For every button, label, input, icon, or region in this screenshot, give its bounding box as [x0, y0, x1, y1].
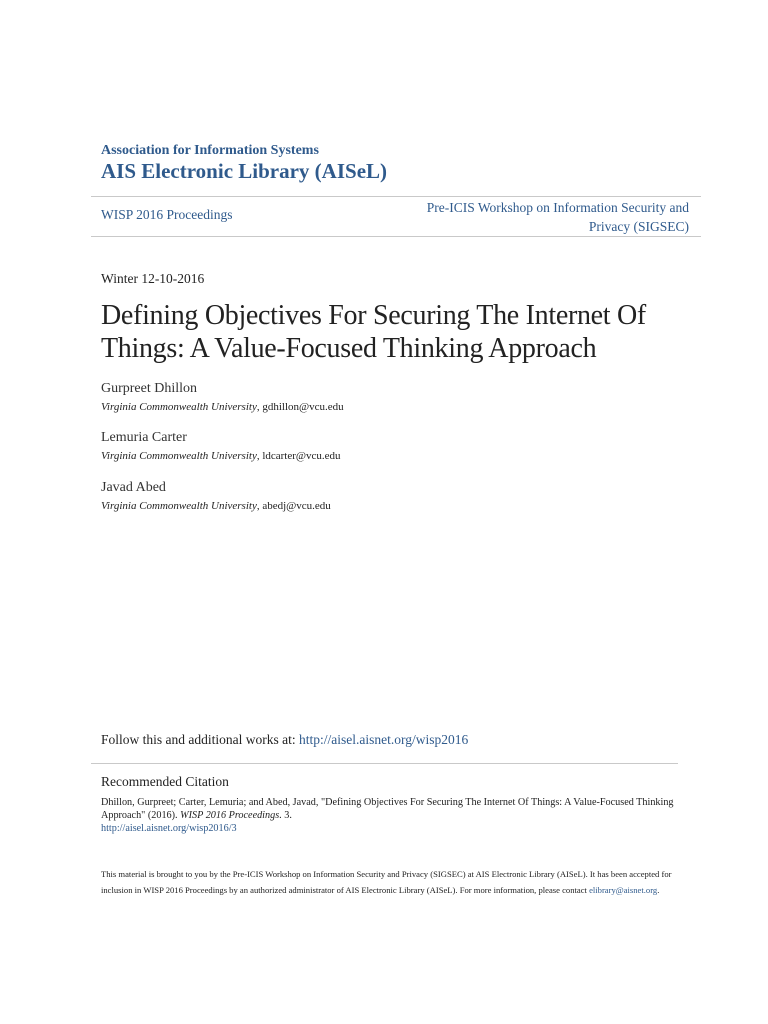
workshop-link[interactable] — [380, 198, 689, 236]
footer-text: This material is brought to you by the Pre-ICIS Workshop on Information Security and Privacy (SIGSEC) at AIS Electronic Library (AISeL). It has been accepted for inclusion in WISP 2016 Proceedings by an authorized administrator of AIS Electronic Library (AISeL). For more information, please contact — [101, 869, 672, 895]
proceedings-link[interactable]: WISP 2016 Proceedings — [101, 207, 233, 222]
citation-body — [101, 796, 701, 835]
paper-title-line1: Defining Objectives For Securing The Internet Of — [101, 300, 646, 331]
citation-divider — [91, 763, 678, 764]
follow-text: Follow this and additional works at: — [101, 732, 299, 747]
footer-notice — [101, 867, 701, 898]
follow-link[interactable]: http://aisel.aisnet.org/wisp2016 — [299, 732, 469, 747]
footer-end: . — [657, 884, 660, 895]
author-affiliation — [101, 450, 341, 462]
author-institution: Virginia Commonwealth University — [101, 450, 257, 462]
citation-text: Dhillon, Gurpreet; Carter, Lemuria; and Abed, Javad, "Defining Objectives For Securing The Internet Of Things: A Value-Focused Thinking Approach" (2016). — [101, 797, 674, 821]
citation-text-end: . 3. — [279, 810, 292, 821]
contact-email-link[interactable]: elibrary@aisnet.org — [589, 884, 658, 895]
paper-title-line2: Things: A Value-Focused Thinking Approach — [101, 333, 597, 364]
follow-line — [101, 732, 468, 748]
author-affiliation — [101, 401, 344, 413]
citation-heading: Recommended Citation — [101, 774, 229, 789]
author-affiliation — [101, 500, 331, 512]
org-name[interactable]: Association for Information Systems — [101, 143, 319, 158]
author-name[interactable]: Javad Abed — [101, 480, 166, 495]
author-email: , abedj@vcu.edu — [256, 500, 331, 512]
author-institution: Virginia Commonwealth University — [101, 401, 257, 413]
workshop-link-line1: Pre-ICIS Workshop on Information Security and — [426, 200, 689, 215]
citation-journal: WISP 2016 Proceedings — [180, 810, 280, 821]
top-divider — [91, 196, 701, 197]
citation-link[interactable]: http://aisel.aisnet.org/wisp2016/3 — [101, 823, 237, 834]
publication-date: Winter 12-10-2016 — [101, 271, 205, 286]
library-name[interactable]: AIS Electronic Library (AISeL) — [101, 159, 388, 183]
workshop-link-line2: Privacy (SIGSEC) — [588, 219, 689, 234]
bottom-divider — [91, 236, 701, 237]
author-email: , ldcarter@vcu.edu — [256, 450, 341, 462]
author-email: , gdhillon@vcu.edu — [256, 401, 344, 413]
author-name[interactable]: Gurpreet Dhillon — [101, 381, 198, 396]
author-name[interactable]: Lemuria Carter — [101, 430, 187, 445]
author-institution: Virginia Commonwealth University — [101, 500, 257, 512]
paper-title — [101, 299, 701, 365]
